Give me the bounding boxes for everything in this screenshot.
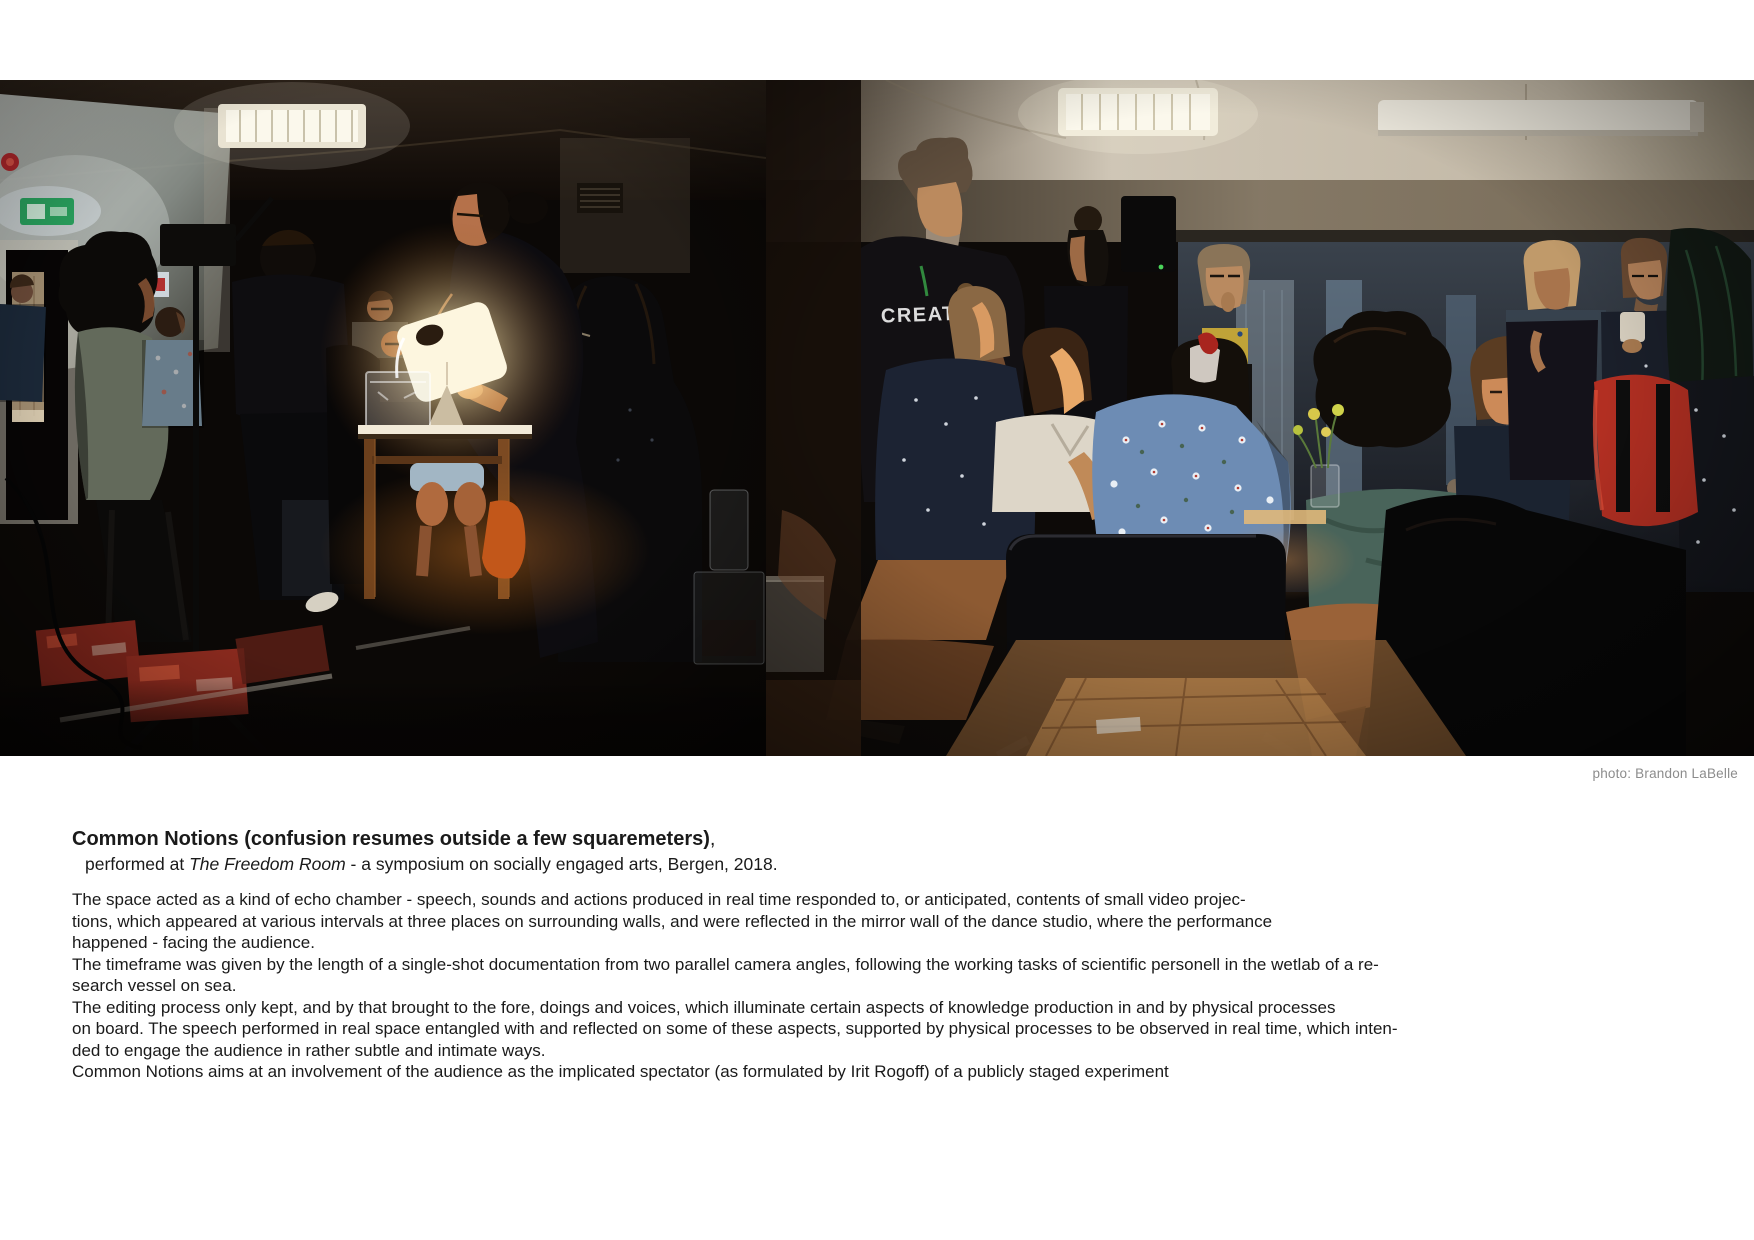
photo-right: [766, 80, 1754, 756]
work-title-tail: ,: [709, 828, 716, 850]
photo-left: [0, 80, 766, 756]
subtitle-prefix: performed at: [85, 854, 190, 874]
subtitle-venue-italic: The Freedom Room: [189, 854, 346, 874]
description-line: The timeframe was given by the length of a single-shot documentation from two parallel camera angles, following the working tasks of scientific personell in the wetlab of a re-: [72, 954, 1379, 974]
description-line: happened - facing the audience.: [72, 933, 315, 952]
work-title: [72, 827, 1592, 852]
work-title-bold: Common Notions (confusion resumes outside a few squaremeters): [72, 828, 710, 850]
description-line: Common Notions aims at an involvement of the audience as the implicated spectator (as formulated by Irit Rogoff) of a publicly staged experiment: [72, 1062, 1169, 1081]
photo-strip: [0, 80, 1754, 756]
description-line: on board. The speech performed in real space entangled with and reflected on some of these aspects, supported by physical processes to be observed in real time, which inten-: [72, 1019, 1398, 1038]
description-line: ded to engage the audience in rather subtle and intimate ways.: [72, 1040, 546, 1060]
caption-text-block: [72, 827, 1592, 1083]
description-line: tions, which appeared at various intervals at three places on surrounding walls, and were reflected in the mirror wall of the dance studio, where the performance: [72, 911, 1273, 931]
description-line: The editing process only kept, and by that brought to the fore, doings and voices, which illuminate certain aspects of knowledge production in and by physical processes: [72, 997, 1336, 1017]
work-subtitle: [72, 852, 1592, 876]
description-line: The space acted as a kind of echo chamber - speech, sounds and actions produced in real time responded to, or anticipated, contents of small video projec-: [72, 890, 1246, 909]
description-line: search vessel on sea.: [72, 976, 237, 995]
description-paragraph: [72, 889, 1592, 1083]
subtitle-suffix: - a symposium on socially engaged arts, Bergen, 2018.: [345, 854, 778, 874]
photo-credit: photo: Brandon LaBelle: [1592, 766, 1738, 781]
